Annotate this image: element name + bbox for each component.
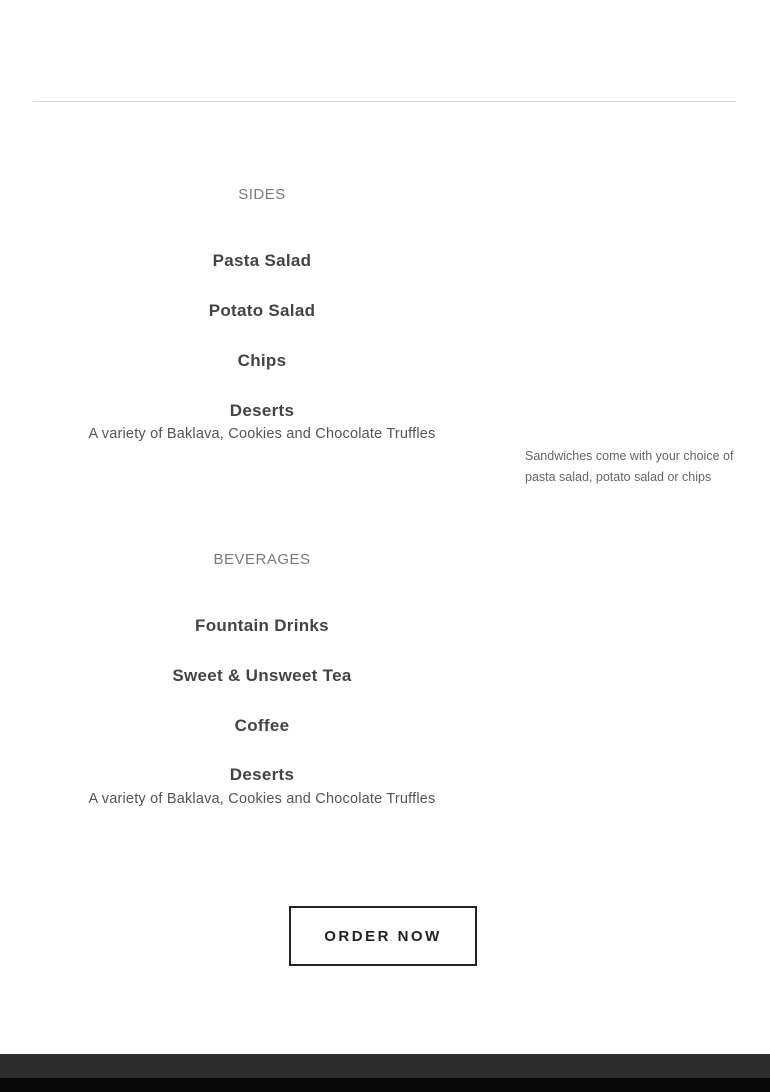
beverages-heading: BEVERAGES [213, 551, 311, 568]
menu-item-name: Sweet & Unsweet Tea [172, 666, 352, 685]
menu-item-name: Deserts [229, 401, 295, 420]
beverages-section [33, 0, 491, 830]
sides-heading: SIDES [238, 186, 286, 203]
menu-item-name: Chips [237, 351, 287, 370]
menu-item-name: Coffee [234, 716, 290, 735]
menu-item-name: Potato Salad [208, 301, 316, 320]
menu-item-name: Deserts [229, 765, 295, 784]
menu-item-description: A variety of Baklava, Cookies and Chocolate Truffles [88, 791, 436, 807]
menu-item-description: A variety of Baklava, Cookies and Chocolate Truffles [88, 426, 436, 442]
order-now-button[interactable]: ORDER NOW [289, 906, 477, 966]
footer-band [0, 1054, 770, 1078]
menu-item-name: Pasta Salad [212, 251, 312, 270]
sandwich-sides-note: Sandwiches come with your choice of pasta salad, potato salad or chips [525, 449, 734, 484]
footer-bar [0, 1078, 770, 1092]
menu-item-name: Fountain Drinks [195, 616, 329, 635]
